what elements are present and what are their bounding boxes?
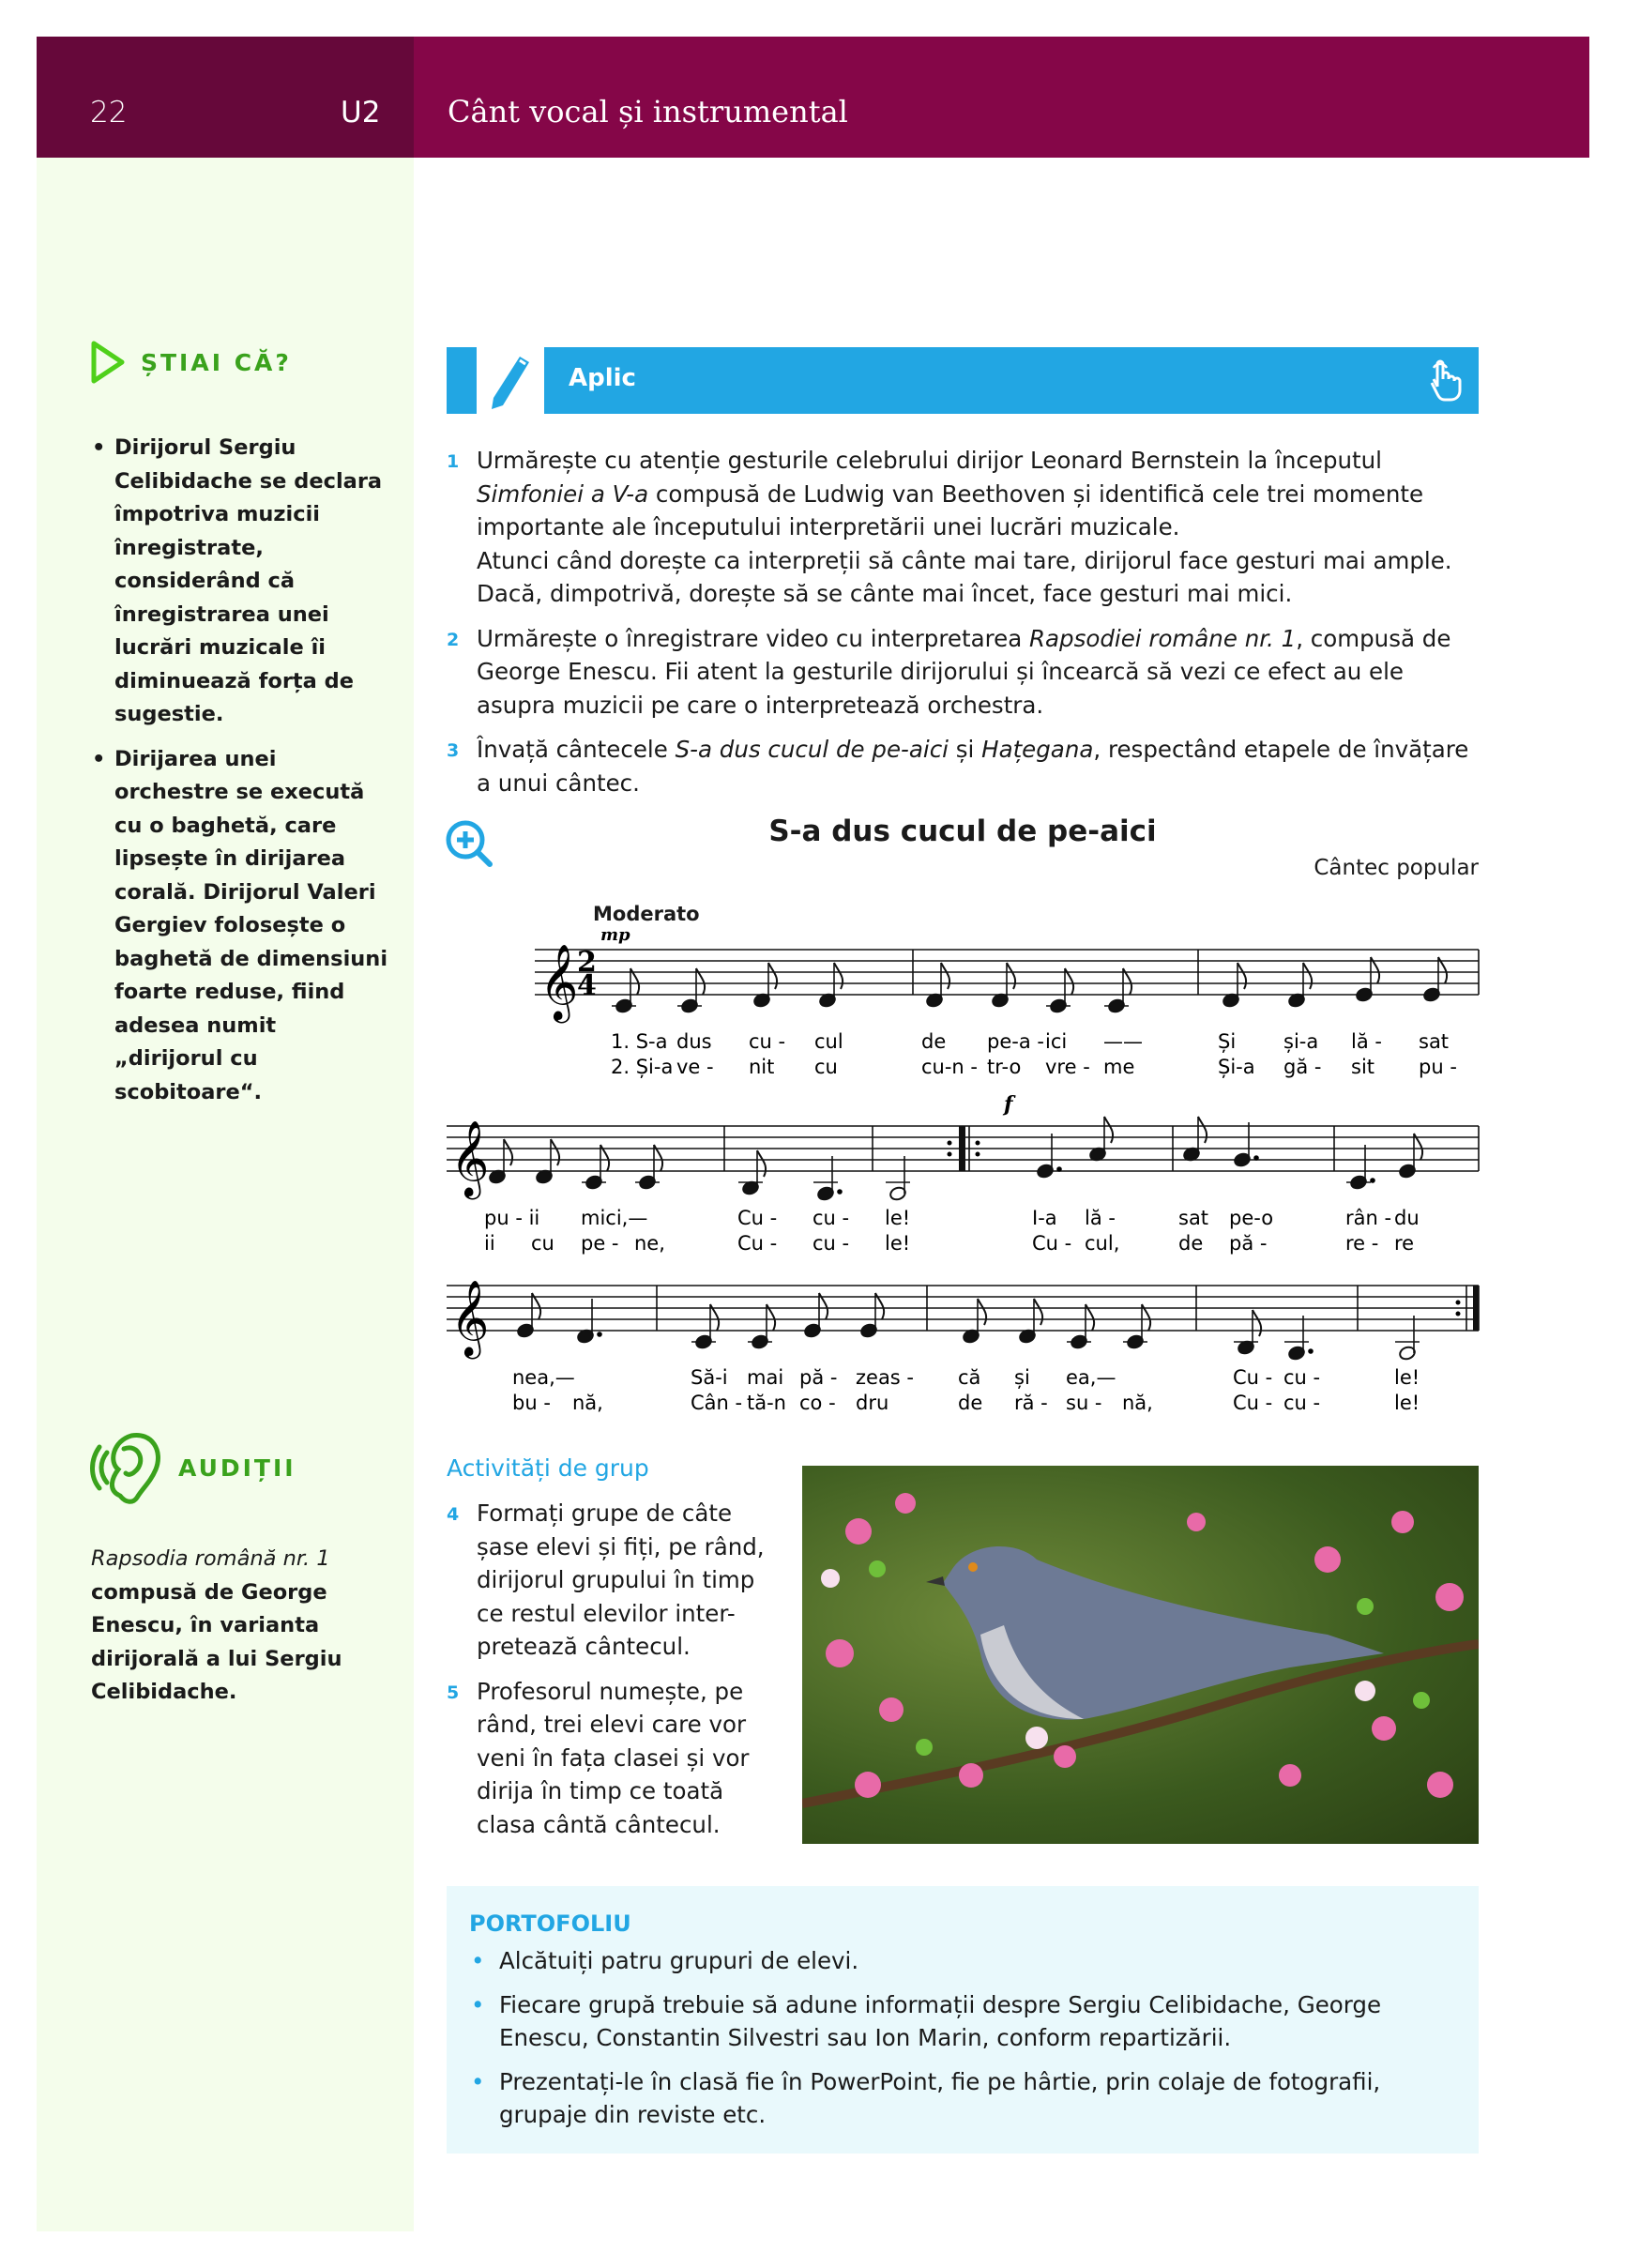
note-flag	[1238, 963, 1246, 989]
lyric-syllable: cu	[531, 1232, 554, 1255]
exercise-number: 3	[447, 740, 460, 761]
note-flag	[1007, 963, 1015, 989]
lyric-syllable: pu -	[1419, 1056, 1457, 1078]
lyric-syllable: zeas -	[856, 1366, 915, 1389]
lyric-syllable: le!	[1394, 1366, 1420, 1389]
lyric-syllable: re	[1394, 1232, 1415, 1255]
lyric-syllable: le!	[885, 1207, 911, 1229]
lyric-syllable: de	[921, 1030, 947, 1053]
text: Urmărește cu atenție gesturile celebrului dirijor Leonard Bernstein la începutul	[477, 447, 1382, 474]
text: Învață cântecele	[477, 736, 676, 763]
dynamic-f: f	[1004, 1092, 1013, 1117]
text: , respectând etapele de învățare a unui cântec.	[477, 736, 1469, 797]
lyric-syllable: cul	[814, 1030, 843, 1053]
repeat-barline	[959, 1126, 965, 1171]
note-dot	[597, 1332, 602, 1337]
lyric-syllable: nea,—	[512, 1366, 575, 1389]
lyric-syllable: Și	[1218, 1030, 1237, 1053]
auditii-work: Rapsodia română nr. 1	[91, 1546, 330, 1571]
text: , compusă de George Enescu. Fii atent la gesturile dirijorului și încearcă să vezi ce efect au ele asupra muzicii pe care o interpretează orchestra.	[477, 624, 1451, 719]
work-title: Simfoniei a V-a	[477, 479, 649, 508]
lyric-syllable: Cu -	[737, 1232, 778, 1255]
lyric-syllable: cu -	[812, 1207, 850, 1229]
exercise-number: 4	[447, 1504, 460, 1525]
lyric-syllable: cu	[814, 1056, 838, 1078]
repeat-dot	[1456, 1301, 1461, 1305]
note-dot	[1370, 1178, 1375, 1183]
exercise-5	[447, 1675, 766, 1842]
lyric-syllable: cul,	[1085, 1232, 1120, 1255]
note-flag	[504, 1139, 512, 1165]
portfolio-item: • Alcătuiți patru grupuri de elevi.	[469, 1944, 1456, 1978]
lyric-syllable: su -	[1066, 1392, 1102, 1414]
note-flag	[1034, 1299, 1042, 1325]
lyric-syllable: sit	[1351, 1056, 1375, 1078]
text: și	[948, 736, 982, 763]
song-title: Hațegana	[981, 736, 1094, 763]
repeat-dot	[948, 1152, 952, 1157]
page-number: 22	[90, 96, 128, 129]
note-flag	[1198, 1117, 1207, 1143]
lyric-syllable: lă -	[1085, 1207, 1116, 1229]
repeat-dot	[1456, 1312, 1461, 1317]
lyric-syllable: cu -	[1283, 1366, 1321, 1389]
lyric-syllable: pe -	[581, 1232, 619, 1255]
song-title: S-a dus cucul de pe-aici	[768, 814, 1157, 848]
note-flag	[757, 1150, 766, 1177]
treble-clef: 𝄞	[539, 943, 579, 1020]
work-title: Rapsodiei române nr. 1	[1029, 624, 1297, 652]
unit-label: U2	[341, 96, 381, 129]
text: compusă de Ludwig van Beethoven și identifică cele trei momente importante ale începutului interpretării unei lucrări muzicale.	[477, 479, 1424, 540]
lyric-syllable: și	[1014, 1366, 1030, 1389]
lyric-syllable: 2. Și-a	[611, 1056, 674, 1078]
exercise-number: 5	[447, 1682, 460, 1703]
lyric-syllable: bu -	[512, 1392, 551, 1414]
lyric-syllable: nit	[749, 1056, 775, 1078]
lyric-syllable: Să-i	[691, 1366, 728, 1389]
auditii-desc: compusă de George Enescu, în varianta dirijorală a lui Sergiu Celibidache.	[91, 1579, 342, 1704]
auditii-text	[91, 1543, 372, 1710]
song-title: S-a dus cucul de pe-aici	[675, 736, 949, 763]
lyric-syllable: ne,	[634, 1232, 665, 1255]
lyric-syllable: de	[1178, 1232, 1204, 1255]
time-signature-top: 2	[577, 946, 597, 979]
lyric-syllable: Cu -	[737, 1207, 778, 1229]
note-flag	[768, 963, 777, 989]
exercise-4	[447, 1497, 766, 1664]
lyric-syllable: sat	[1419, 1030, 1450, 1053]
lyric-syllable: 1. S-a	[611, 1030, 668, 1053]
lyric-syllable: Cu -	[1233, 1392, 1273, 1414]
portfolio-item: • Fiecare grupă trebuie să adune informații despre Sergiu Celibidache, George Enescu, Constantin Silvestri sau Ion Marin, conform repartizării.	[469, 1988, 1456, 2055]
lyric-syllable: nă,	[1122, 1392, 1153, 1414]
lyric-syllable: sat	[1178, 1207, 1209, 1229]
lyric-syllable: că	[958, 1366, 981, 1389]
lyric-syllable: gă -	[1283, 1056, 1322, 1078]
lyric-syllable: de	[958, 1392, 983, 1414]
text: Profesorul numește, pe rând, trei elevi care vor veni în fața clasei și vor dirija în timp ce toată clasa cântă cântecul.	[477, 1677, 750, 1838]
note-flag	[551, 1139, 559, 1165]
lyric-syllable: co -	[799, 1392, 836, 1414]
lyric-syllable: ve -	[676, 1056, 714, 1078]
lyric-syllable: le!	[885, 1232, 911, 1255]
lyric-syllable: nă,	[572, 1392, 603, 1414]
fact-item: • Dirijarea unei orchestre se execută cu o baghetă, care lipsește în dirijarea corală. Dirijorul Valeri Gergiev folosește o baghetă de dimensiuni foarte reduse, fiind adesea numit „dirijorul cu scobitoare“.	[90, 743, 390, 1110]
lyric-syllable: pă -	[1229, 1232, 1268, 1255]
lyric-syllable: me	[1103, 1056, 1135, 1078]
cuckoo-bird-illustration	[802, 1466, 1479, 1844]
lyric-syllable: cu-n -	[921, 1056, 978, 1078]
lyric-syllable: cu -	[749, 1030, 786, 1053]
fact-item: • Dirijorul Sergiu Celibidache se declara împotriva muzicii înregistrate, considerând că înregistrarea unei lucrări muzicale îi diminuează forța de sugestie.	[90, 432, 390, 732]
treble-clef: 𝄞	[450, 1119, 490, 1196]
repeat-dot	[976, 1141, 980, 1146]
lyric-syllable: lă -	[1351, 1030, 1382, 1053]
lyric-syllable: Cu -	[1032, 1232, 1072, 1255]
lyric-syllable: ea,—	[1066, 1366, 1116, 1389]
note-flag	[834, 963, 843, 989]
lyric-syllable: pă -	[799, 1366, 838, 1389]
note-flag	[978, 1299, 986, 1325]
stiai-title: ȘTIAI CĂ?	[141, 348, 292, 376]
lyric-syllable: Cân -	[691, 1392, 743, 1414]
auditii-title: AUDIȚII	[178, 1454, 296, 1482]
lyric-syllable: mai	[747, 1366, 784, 1389]
repeat-dot	[976, 1152, 980, 1157]
lyric-syllable: dus	[676, 1030, 712, 1053]
text: Urmărește o înregistrare video cu interpretarea	[477, 624, 1029, 652]
note-dot	[1056, 1166, 1062, 1172]
dynamic-mp: mp	[600, 925, 630, 945]
tempo-marking: Moderato	[593, 903, 700, 925]
lyric-syllable: rân -	[1345, 1207, 1392, 1229]
lyric-syllable: ——	[1103, 1030, 1143, 1053]
auditii-heading	[90, 1428, 296, 1507]
lyric-syllable: mici,—	[581, 1207, 648, 1229]
lyric-syllable: du	[1394, 1207, 1420, 1229]
final-barline	[1473, 1286, 1479, 1331]
note-flag	[1104, 1117, 1113, 1143]
note-dot	[1308, 1348, 1314, 1354]
lyric-syllable: I-a	[1032, 1207, 1057, 1229]
lyric-syllable: cu -	[812, 1232, 850, 1255]
text: Formați grupe de câte șase elevi și fiți, pe rând, dirijorul grupului în timp ce restul elevilor inter-pretează cântecul.	[477, 1499, 765, 1660]
lyric-syllable: pe-o	[1229, 1207, 1274, 1229]
lyric-syllable: tă-n	[747, 1392, 786, 1414]
lyric-syllable: și-a	[1283, 1030, 1319, 1053]
time-signature-bottom: 4	[577, 969, 597, 1002]
treble-clef: 𝄞	[450, 1279, 490, 1356]
exercise-number: 2	[447, 629, 460, 650]
note-dot	[1253, 1155, 1259, 1161]
group-activities-list	[447, 1497, 766, 1852]
lyric-syllable: Și-a	[1218, 1056, 1255, 1078]
note-dot	[837, 1189, 843, 1195]
group-activities-heading: Activități de grup	[447, 1454, 649, 1482]
note-flag	[1303, 963, 1312, 989]
lyric-syllable: pu - ii	[484, 1207, 540, 1229]
portfolio-box	[447, 1886, 1479, 2154]
repeat-dot	[948, 1141, 952, 1146]
lyric-syllable: re -	[1345, 1232, 1379, 1255]
lyric-syllable: ici	[1045, 1030, 1068, 1053]
cuckoo-photo	[802, 1466, 1479, 1844]
chapter-title: Cânt vocal și instrumental	[448, 94, 848, 129]
lyric-syllable: Cu -	[1233, 1366, 1273, 1389]
lyric-syllable: le!	[1394, 1392, 1420, 1414]
aplic-label: Aplic	[569, 364, 636, 392]
text: Atunci când dorește ca interpreții să cânte mai tare, dirijorul face gesturi mai ample. Dacă, dimpotrivă, dorește să se cânte mai încet, face gesturi mai mici.	[477, 546, 1452, 607]
lyric-syllable: ră -	[1014, 1392, 1048, 1414]
lyric-syllable: tr-o	[987, 1056, 1022, 1078]
lyric-syllable: dru	[856, 1392, 889, 1414]
song-origin: Cântec popular	[1314, 856, 1479, 880]
note-flag	[941, 963, 949, 989]
lyric-syllable: cu -	[1283, 1392, 1321, 1414]
portfolio-item: • Prezentați-le în clasă fie în PowerPoint, fie pe hârtie, prin colaje de fotografii, grupaje din reviste etc.	[469, 2065, 1456, 2132]
lyric-syllable: pe-a -	[987, 1030, 1044, 1053]
lyric-syllable: vre -	[1045, 1056, 1090, 1078]
portfolio-title: PORTOFOLIU	[469, 1910, 631, 1937]
exercise-number: 1	[447, 451, 460, 472]
ear-icon	[90, 1428, 165, 1507]
note-flag	[1253, 1310, 1261, 1336]
lyric-syllable: ii	[484, 1232, 495, 1255]
